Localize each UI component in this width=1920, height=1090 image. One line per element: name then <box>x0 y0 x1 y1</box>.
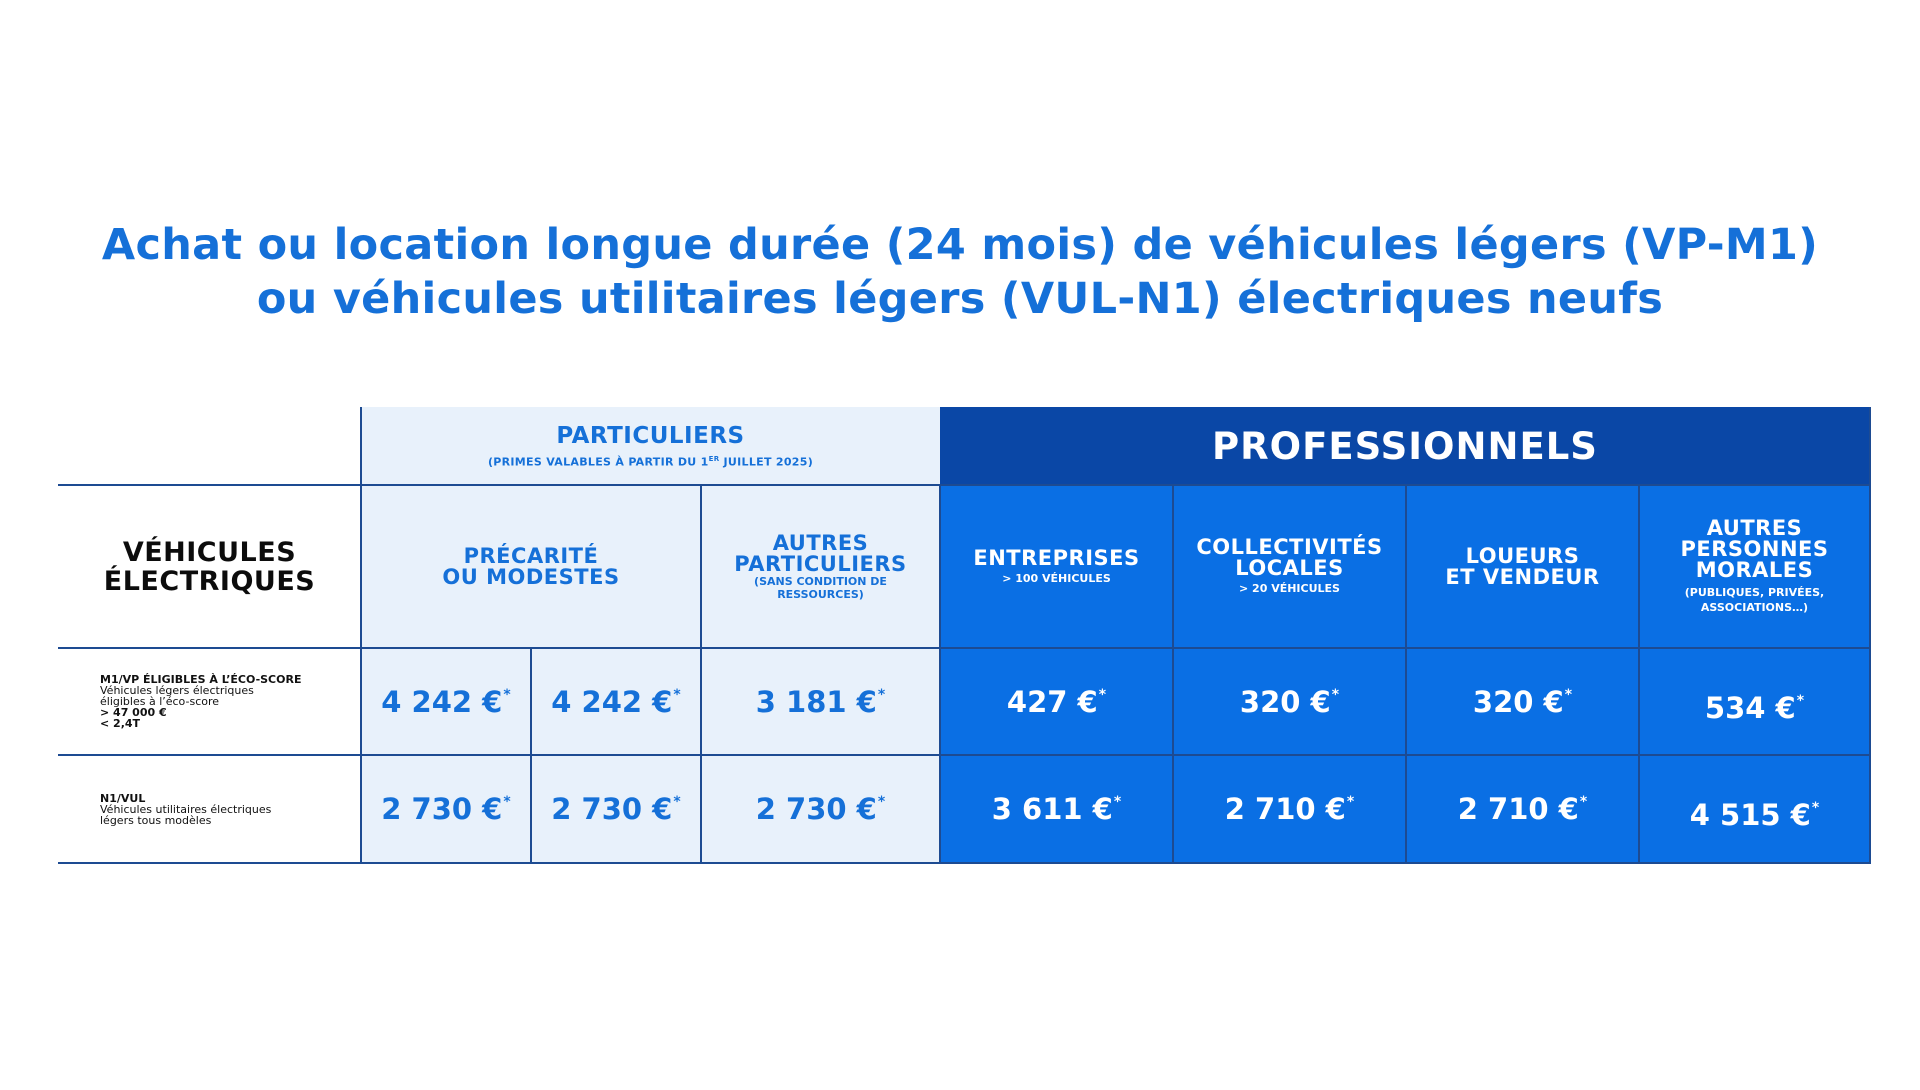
table-cell: 2 730 €* <box>551 792 681 826</box>
table-cell: 4 242 €* <box>381 684 511 719</box>
particuliers-subtitle: (PRIMES VALABLES À PARTIR DU 1ER JUILLET 2025) <box>487 455 814 469</box>
particuliers-title: PARTICULIERS <box>556 423 745 450</box>
table-cell: 4 242 €* <box>551 684 681 719</box>
column-header-collectivites: COLLECTIVITÉS LOCALES > 20 VÉHICULES <box>1196 535 1383 595</box>
grid-line <box>700 485 702 863</box>
table-cell: 3 611 €* <box>991 792 1122 826</box>
table-cell: 2 730 €* <box>755 792 886 826</box>
grid-line <box>1405 485 1407 863</box>
table-cell: 427 €* <box>1006 684 1107 719</box>
column-header-autres-particuliers: AUTRES PARTICULIERS (SANS CONDITION DE RESSOURCES) <box>734 530 907 601</box>
vehicules-electriques-header: VÉHICULES ÉLECTRIQUES <box>103 536 316 597</box>
column-header-autres-personnes-morales: AUTRES PERSONNES MORALES (PUBLIQUES, PRIVÉES, ASSOCIATIONS…) <box>1680 516 1829 614</box>
professionnels-title: PROFESSIONNELS <box>1212 424 1598 468</box>
table-cell: 2 730 €* <box>381 792 511 826</box>
column-header-loueurs: LOUEURS ET VENDEUR <box>1445 543 1600 589</box>
row-label-n1-vul: N1/VUL Véhicules utilitaires électriques légers tous modèles <box>100 791 272 827</box>
table-cell: 2 710 €* <box>1224 792 1355 826</box>
table-cell: 534 €* <box>1704 690 1805 725</box>
grid-line <box>530 648 532 863</box>
grid-line <box>1869 407 1871 864</box>
table-cell: 2 710 €* <box>1457 792 1588 826</box>
table-cell: 320 €* <box>1239 684 1340 719</box>
grid-line <box>58 647 1870 649</box>
table-cell: 320 €* <box>1472 684 1573 719</box>
grid-line <box>939 485 941 863</box>
grid-line <box>1638 485 1640 863</box>
table-cell: 4 515 €* <box>1689 798 1820 832</box>
table-cell: 3 181 €* <box>755 684 886 719</box>
grid-line <box>360 407 362 864</box>
column-header-entreprises: ENTREPRISES > 100 VÉHICULES <box>973 545 1140 585</box>
title-line-1: Achat ou location longue durée (24 mois) de véhicules légers (VP-M1) <box>101 220 1819 270</box>
grid-line <box>58 862 1870 864</box>
column-header-precarite: PRÉCARITÉ OU MODESTES <box>442 543 620 589</box>
row-label-m1-vp: M1/VP ÉLIGIBLES À L’ÉCO-SCORE Véhicules légers électriques éligibles à l’éco-score > 47 000 € < 2,4T <box>100 673 302 730</box>
grid-line <box>58 484 1870 486</box>
particuliers-header <box>361 407 940 485</box>
grid-line <box>1172 485 1174 863</box>
professionnels-header <box>940 407 1870 485</box>
grid-line <box>58 754 1870 756</box>
title-line-2: ou véhicules utilitaires légers (VUL-N1) électriques neufs <box>256 274 1664 324</box>
